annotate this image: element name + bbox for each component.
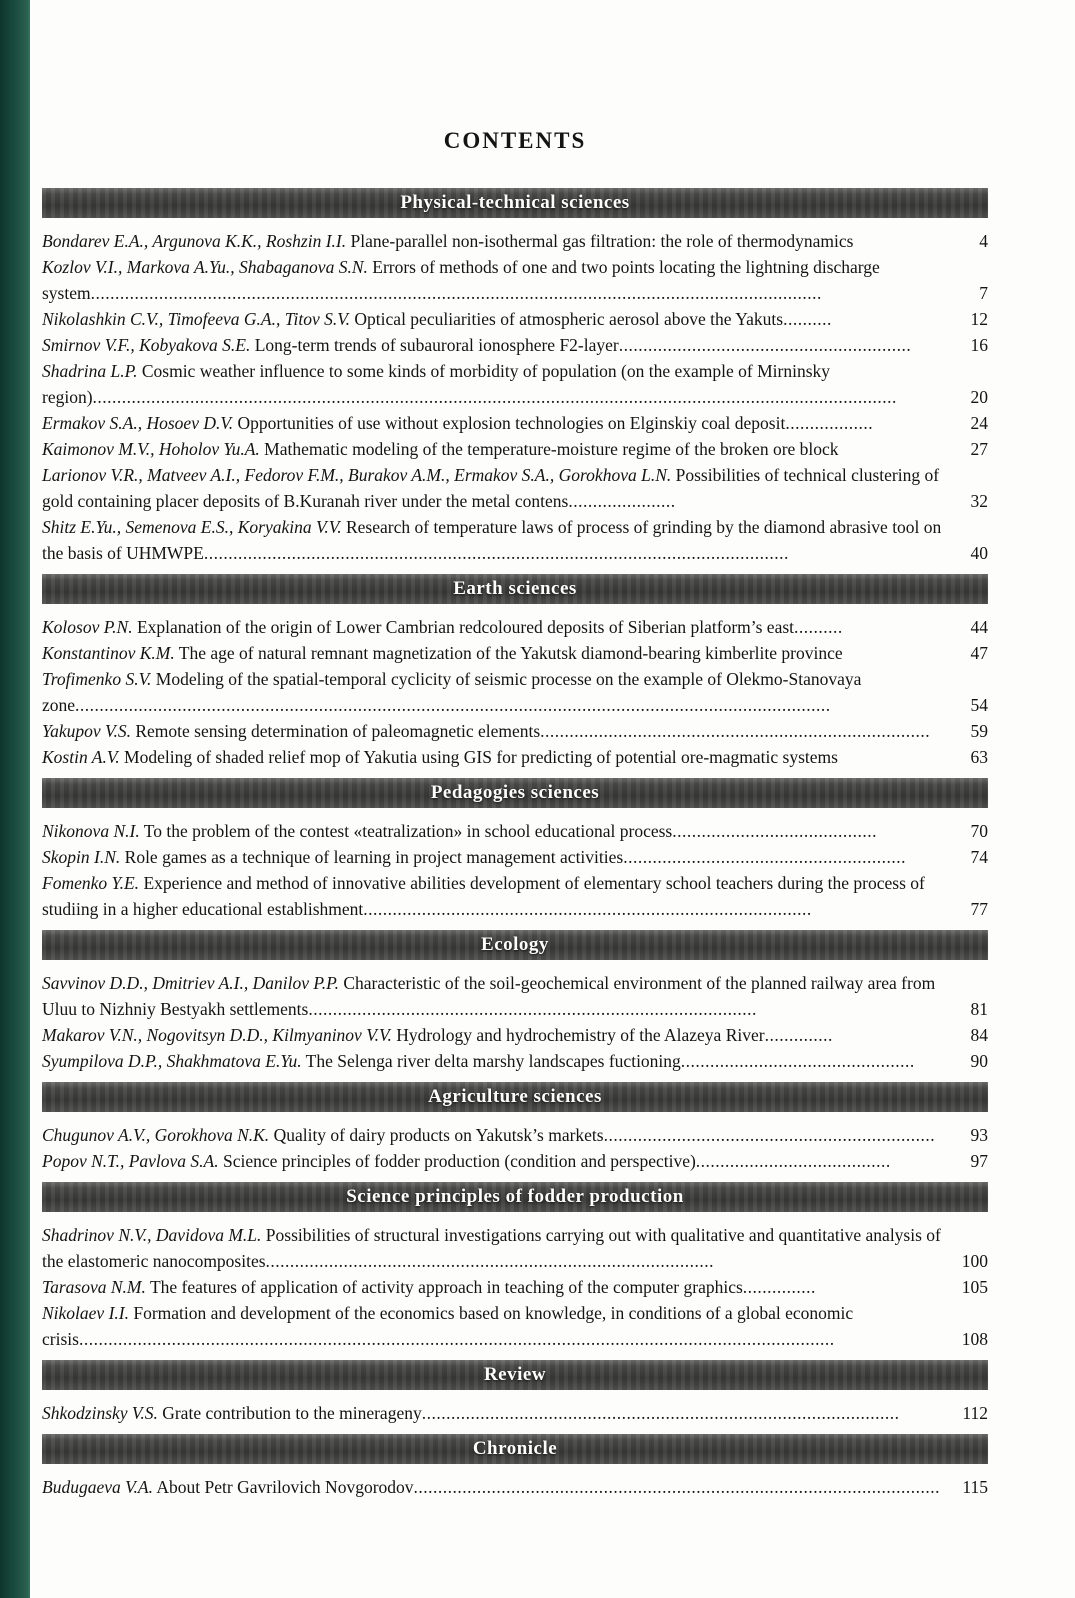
dot-leader: ........................................................................................................................................................... [78, 1329, 835, 1349]
entry-title: Possibilities of structural investigations carrying out with qualitative and quantitative analysis of the elastomeric nanocomposites [42, 1225, 941, 1271]
entry-title: Role games as a technique of learning in project management activities [124, 847, 624, 867]
toc-entry [42, 1474, 988, 1500]
section-header [42, 188, 988, 218]
section-header [42, 930, 988, 960]
entry-page-number: 81 [970, 999, 988, 1019]
entry-text [42, 870, 946, 922]
entry-title: Experience and method of innovative abilities development of elementary school teachers during the process of studiing in a higher educational establishment [42, 873, 925, 919]
dot-leader: .................................................................... [603, 1125, 936, 1145]
dot-leader: ........................................ [695, 1151, 891, 1171]
toc-entry [42, 514, 988, 566]
entry-authors: Ermakov S.A., Hosoev D.V. [42, 413, 234, 433]
dot-leader: .................................................................................................. [421, 1403, 900, 1423]
section-entries [42, 1400, 988, 1426]
dot-leader: ............................................................................................ [308, 999, 757, 1019]
entry-title: Characteristic of the soil-geochemical environment of the planned railway area from Uluu to Nizhniy Bestyakh settlements [42, 973, 936, 1019]
entry-text [42, 1400, 946, 1426]
toc-entry [42, 1400, 988, 1426]
entry-authors: Trofimenko S.V. [42, 669, 152, 689]
entry-text [42, 970, 946, 1022]
entry-page-number: 59 [970, 721, 988, 741]
entry-authors: Popov N.T., Pavlova S.A. [42, 1151, 219, 1171]
section-header-label: Science principles of fodder production [346, 1186, 684, 1207]
entry-page-number: 7 [979, 283, 988, 303]
entry-title: About Petr Gavrilovich Novgorodov [156, 1477, 414, 1497]
toc-entry [42, 614, 988, 640]
dot-leader: .............. [764, 1025, 833, 1045]
toc-entry [42, 436, 988, 462]
entry-page-number: 84 [970, 1025, 988, 1045]
entry-title: Mathematic modeling of the temperature-moisture regime of the broken ore block [264, 439, 839, 459]
entry-page-number: 27 [970, 439, 988, 459]
entry-text [42, 306, 946, 332]
entry-authors: Tarasova N.M. [42, 1277, 146, 1297]
entry-text [42, 1300, 946, 1352]
entry-text [42, 358, 946, 410]
entry-title: Formation and development of the economics based on knowledge, in conditions of a global economic crisis [42, 1303, 854, 1349]
toc-section [42, 1182, 988, 1352]
dot-leader: ............................................................ [618, 335, 912, 355]
entry-page-number: 77 [970, 899, 988, 919]
entry-text [42, 744, 946, 770]
entry-authors: Larionov V.R., Matveev A.I., Fedorov F.M., Burakov A.M., Ermakov S.A., Gorokhova L.N. [42, 465, 672, 485]
entry-title: Remote sensing determination of paleomagnetic elements [135, 721, 541, 741]
entry-authors: Savvinov D.D., Dmitriev A.I., Danilov P.P. [42, 973, 339, 993]
dot-leader: ..................................................................................................................................................................... [92, 387, 897, 407]
entry-title: Grate contribution to the minerageny [162, 1403, 422, 1423]
entry-page-number: 47 [970, 643, 988, 663]
entry-authors: Shadrinov N.V., Davidova M.L. [42, 1225, 262, 1245]
entry-text [42, 254, 946, 306]
entry-authors: Shadrina L.P. [42, 361, 138, 381]
entry-text [42, 436, 946, 462]
toc-entry [42, 332, 988, 358]
toc-entry [42, 1022, 988, 1048]
entry-page-number: 63 [970, 747, 988, 767]
toc-section [42, 188, 988, 566]
entry-authors: Nikolashkin C.V., Timofeeva G.A., Titov S.V. [42, 309, 351, 329]
entry-title: Explanation of the origin of Lower Cambrian redcoloured deposits of Siberian platform’s east [136, 617, 795, 637]
entry-title: Quality of dairy products on Yakutsk’s markets [273, 1125, 604, 1145]
entry-text [42, 332, 946, 358]
entry-authors: Fomenko Y.E. [42, 873, 140, 893]
dot-leader: .......... [783, 309, 832, 329]
entry-authors: Shitz E.Yu., Semenova E.S., Koryakina V.V. [42, 517, 342, 537]
toc-section [42, 930, 988, 1074]
dot-leader: ........................................................................................................................ [203, 543, 789, 563]
section-entries [42, 1474, 988, 1500]
toc-entry [42, 844, 988, 870]
entry-text [42, 818, 946, 844]
toc-entry [42, 1300, 988, 1352]
section-header-label: Agriculture sciences [428, 1086, 602, 1107]
entry-page-number: 54 [970, 695, 988, 715]
toc-section [42, 778, 988, 922]
entry-title: To the problem of the contest «teatralization» in school educational process [143, 821, 673, 841]
entry-authors: Kaimonov M.V., Hoholov Yu.A. [42, 439, 260, 459]
section-entries [42, 1122, 988, 1174]
section-header-label: Pedagogies sciences [430, 782, 600, 803]
toc-section [42, 1360, 988, 1426]
toc-entry [42, 818, 988, 844]
entry-text [42, 1048, 946, 1074]
entry-page-number: 32 [970, 491, 988, 511]
toc-entry [42, 358, 988, 410]
entry-text [42, 462, 946, 514]
toc-entry [42, 1048, 988, 1074]
entry-text [42, 614, 946, 640]
section-header [42, 1082, 988, 1112]
entry-title: Possibilities of technical clustering of gold containing placer deposits of B.Kuranah river under the metal contens [42, 465, 940, 511]
entry-page-number: 112 [962, 1403, 988, 1423]
entry-title: Modeling of shaded relief mop of Yakutia using GIS for predicting of potential ore-magmatic systems [124, 747, 838, 767]
entry-authors: Shkodzinsky V.S. [42, 1403, 158, 1423]
entry-title: The features of application of activity approach in teaching of the computer graphics [149, 1277, 743, 1297]
dot-leader: ...................... [568, 491, 676, 511]
entry-title: Research of temperature laws of process of grinding by the diamond abrasive tool on the basis of UHMWPE [42, 517, 942, 563]
entry-title: Long-term trends of subauroral ionosphere F2-layer [254, 335, 619, 355]
section-header [42, 1434, 988, 1464]
entry-page-number: 44 [970, 617, 988, 637]
entry-authors: Syumpilova D.P., Shakhmatova E.Yu. [42, 1051, 302, 1071]
toc-section [42, 574, 988, 770]
section-header [42, 574, 988, 604]
toc-section [42, 1082, 988, 1174]
entry-text [42, 514, 946, 566]
toc-entry [42, 640, 988, 666]
toc-entry [42, 870, 988, 922]
dot-leader: ............................................................................................................ [413, 1477, 941, 1497]
toc-entry [42, 744, 988, 770]
entry-text [42, 1148, 946, 1174]
section-header [42, 1360, 988, 1390]
dot-leader: ........................................................................................................................................................... [75, 695, 831, 715]
entry-authors: Chugunov A.V., Gorokhova N.K. [42, 1125, 270, 1145]
entry-authors: Kostin A.V. [42, 747, 120, 767]
entry-page-number: 16 [970, 335, 988, 355]
entry-title: Optical peculiarities of atmospheric aerosol above the Yakuts [354, 309, 784, 329]
entry-text [42, 410, 946, 436]
entry-page-number: 93 [970, 1125, 988, 1145]
dot-leader: .......... [794, 617, 843, 637]
toc-entry [42, 306, 988, 332]
entry-title: Cosmic weather influence to some kinds of morbidity of population (on the example of Mirninsky region) [42, 361, 831, 407]
entry-text [42, 1122, 946, 1148]
entry-page-number: 40 [970, 543, 988, 563]
section-header [42, 1182, 988, 1212]
toc-entry [42, 1148, 988, 1174]
toc-entry [42, 970, 988, 1022]
section-entries [42, 1222, 988, 1352]
entry-text [42, 228, 946, 254]
entry-page-number: 70 [970, 821, 988, 841]
entry-authors: Budugaeva V.A. [42, 1477, 153, 1497]
entry-title: Errors of methods of one and two points locating the lightning discharge system [42, 257, 880, 303]
dot-leader: ............... [742, 1277, 816, 1297]
entry-page-number: 12 [970, 309, 988, 329]
section-entries [42, 614, 988, 770]
entry-text [42, 718, 946, 744]
entry-authors: Kolosov P.N. [42, 617, 133, 637]
section-header-label: Chronicle [472, 1438, 558, 1459]
toc-entry [42, 1122, 988, 1148]
entry-page-number: 20 [970, 387, 988, 407]
entry-authors: Kozlov V.I., Markova A.Yu., Shabaganova S.N. [42, 257, 368, 277]
dot-leader: .......................................... [672, 821, 877, 841]
entry-authors: Skopin I.N. [42, 847, 121, 867]
toc-entry [42, 228, 988, 254]
entry-text [42, 1274, 946, 1300]
toc-entry [42, 410, 988, 436]
entry-title: Plane-parallel non-isothermal gas filtration: the role of thermodynamics [350, 231, 854, 251]
entry-title: Opportunities of use without explosion technologies on Elginskiy coal deposit [237, 413, 786, 433]
toc-page [42, 0, 988, 1504]
entry-title: The Selenga river delta marshy landscapes fuctioning [305, 1051, 681, 1071]
dot-leader: ...................................................................................................................................................... [90, 283, 822, 303]
entry-title: The age of natural remnant magnetization of the Yakutsk diamond-bearing kimberlite province [178, 643, 843, 663]
entry-authors: Bondarev E.A., Argunova K.K., Roshzin I.I. [42, 231, 347, 251]
dot-leader: ................................................ [680, 1051, 915, 1071]
dot-leader: ................................................................................ [540, 721, 931, 741]
entry-page-number: 108 [961, 1329, 988, 1349]
section-header-label: Ecology [481, 934, 549, 955]
page-spine [0, 0, 30, 1598]
toc-section [42, 1434, 988, 1500]
entry-text [42, 1222, 946, 1274]
entry-page-number: 115 [962, 1477, 988, 1497]
entry-page-number: 74 [970, 847, 988, 867]
section-entries [42, 970, 988, 1074]
toc-sections [42, 188, 988, 1500]
section-header-label: Physical-technical sciences [400, 192, 630, 213]
section-header-label: Earth sciences [453, 578, 577, 599]
entry-text [42, 844, 946, 870]
entry-title: Hydrology and hydrochemistry of the Alazeya River [396, 1025, 765, 1045]
toc-entry [42, 1274, 988, 1300]
section-entries [42, 818, 988, 922]
entry-authors: Nikonova N.I. [42, 821, 140, 841]
entry-text [42, 640, 946, 666]
dot-leader: ............................................................................................ [363, 899, 812, 919]
entry-authors: Konstantinov K.M. [42, 643, 175, 663]
dot-leader: ............................................................................................ [265, 1251, 715, 1271]
toc-entry [42, 718, 988, 744]
entry-title: Science principles of fodder production (condition and perspective) [222, 1151, 696, 1171]
entry-text [42, 1474, 946, 1500]
entry-page-number: 90 [970, 1051, 988, 1071]
entry-page-number: 100 [961, 1251, 988, 1271]
entry-authors: Makarov V.N., Nogovitsyn D.D., Kilmyaninov V.V. [42, 1025, 392, 1045]
dot-leader: .......................................................... [623, 847, 906, 867]
page-title: CONTENTS [443, 128, 587, 153]
entry-text [42, 666, 946, 718]
section-header-label: Review [483, 1364, 547, 1385]
entry-page-number: 24 [970, 413, 988, 433]
section-entries [42, 228, 988, 566]
dot-leader: .................. [785, 413, 874, 433]
toc-entry [42, 1222, 988, 1274]
section-header [42, 778, 988, 808]
toc-entry [42, 666, 988, 718]
entry-authors: Smirnov V.F., Kobyakova S.E. [42, 335, 251, 355]
entry-text [42, 1022, 946, 1048]
entry-page-number: 105 [961, 1277, 988, 1297]
entry-title: Modeling of the spatial-temporal cyclicity of seismic processe on the example of Olekmo-Stanovaya zone [42, 669, 862, 715]
entry-authors: Yakupov V.S. [42, 721, 131, 741]
entry-page-number: 97 [970, 1151, 988, 1171]
entry-authors: Nikolaev I.I. [42, 1303, 129, 1323]
toc-entry [42, 254, 988, 306]
entry-page-number: 4 [979, 231, 988, 251]
toc-entry [42, 462, 988, 514]
